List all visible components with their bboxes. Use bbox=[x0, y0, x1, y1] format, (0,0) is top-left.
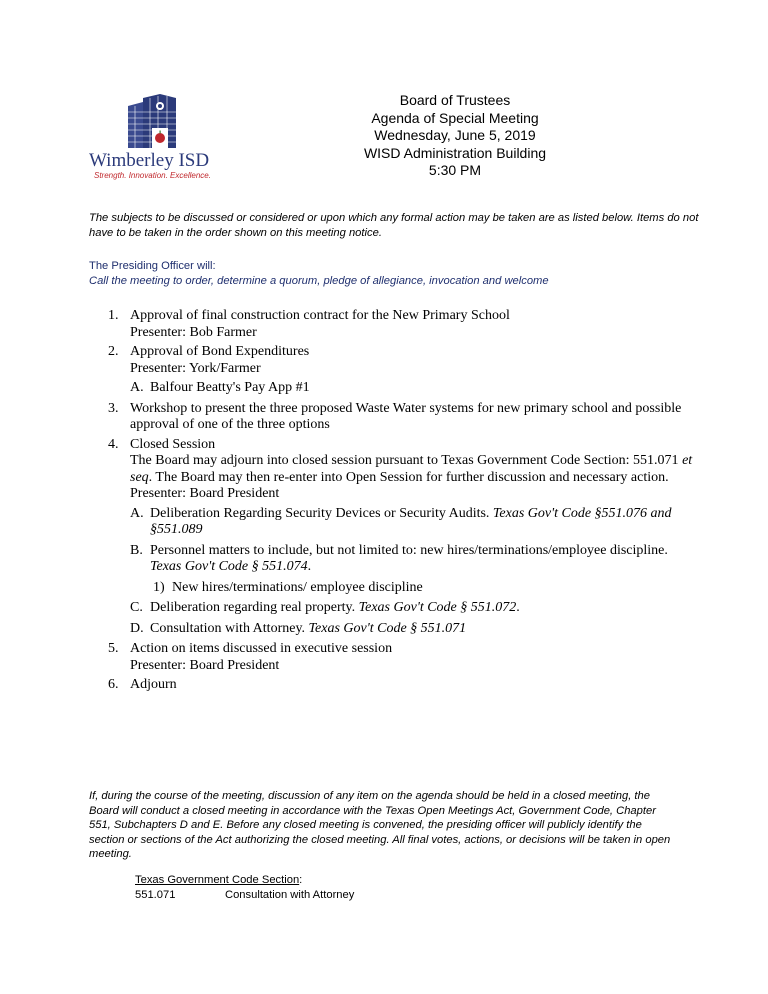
item-number: 1. bbox=[108, 308, 119, 323]
sub-citation: Texas Gov't Code § 551.072 bbox=[358, 600, 517, 615]
heading-colon: : bbox=[299, 874, 303, 886]
item-presenter: Presenter: Board President bbox=[130, 486, 280, 501]
agenda-item-4d bbox=[130, 621, 698, 638]
header-location: WISD Administration Building bbox=[363, 144, 547, 161]
sub-letter: B. bbox=[130, 542, 143, 558]
agenda-item-4c bbox=[130, 600, 698, 617]
sub-period: . bbox=[516, 600, 520, 615]
item-number: 5. bbox=[108, 641, 119, 656]
sub-text: Balfour Beatty's Pay App #1 bbox=[150, 380, 310, 395]
item-number: 4. bbox=[108, 436, 119, 452]
presiding-duties: Call the meeting to order, determine a quorum, pledge of allegiance, invocation and welcome bbox=[89, 274, 549, 287]
item-number: 6. bbox=[108, 677, 119, 692]
item-title: Approval of final construction contract for the New Primary School bbox=[130, 308, 510, 323]
school-building-icon bbox=[128, 94, 176, 148]
subsub-number: 1) bbox=[153, 579, 165, 595]
agenda-item-2a bbox=[130, 380, 698, 397]
sub-letter: C. bbox=[130, 600, 143, 615]
sub-text: Consultation with Attorney. bbox=[150, 620, 309, 636]
closed-meeting-notice: If, during the course of the meeting, discussion of any item on the agenda should be held in a closed meeting, the Board will conduct a closed meeting in accordance with the Texas Open Meetings Act, Government Code, Chapter 551, Subchapters D and E. Before any closed meeting is convened, the presiding officer will publicly identify the section or sections of the Act authorizing the closed meeting. All final votes, actions, or decisions will be taken in open meeting. bbox=[89, 790, 671, 861]
presiding-label: The Presiding Officer will: bbox=[89, 260, 216, 272]
body-italic: et seq bbox=[130, 453, 693, 485]
item-presenter: Presenter: Bob Farmer bbox=[130, 324, 257, 340]
logo-wordmark: Wimberley ISD bbox=[89, 150, 210, 171]
header-date: Wednesday, June 5, 2019 bbox=[374, 127, 536, 143]
item-number: 2. bbox=[108, 344, 119, 359]
sub-letter: A. bbox=[130, 505, 144, 521]
agenda-item-4b1 bbox=[153, 580, 698, 597]
agenda-item-4b bbox=[130, 543, 698, 576]
sub-citation: Texas Gov't Code § 551.071 bbox=[308, 620, 467, 636]
agenda-item-2 bbox=[108, 344, 698, 377]
agenda-list bbox=[108, 308, 698, 697]
item-title: Approval of Bond Expenditures bbox=[130, 344, 310, 359]
meeting-header bbox=[350, 92, 560, 180]
sub-citation: Texas Gov't Code §551.076 and §551.089 bbox=[150, 505, 672, 537]
body-text-2: . The Board may then re-enter into Open Session for further discussion and necessary action. bbox=[148, 469, 669, 485]
agenda-item-4a bbox=[130, 506, 698, 539]
item-presenter: Presenter: Board President bbox=[130, 657, 280, 673]
sub-citation: Texas Gov't Code § 551.074 bbox=[150, 559, 308, 574]
agenda-item-3 bbox=[108, 401, 698, 434]
code-section-table bbox=[135, 873, 354, 902]
item-title: Action on items discussed in executive session bbox=[130, 641, 393, 656]
logo-tagline: Strength. Innovation. Excellence. bbox=[94, 171, 211, 180]
sub-text: Deliberation regarding real property. bbox=[150, 600, 359, 615]
header-agenda-title: Agenda of Special Meeting bbox=[371, 109, 539, 126]
heading-text: Texas Government Code Section bbox=[135, 874, 300, 886]
agenda-item-5 bbox=[108, 641, 698, 674]
sub-letter: A. bbox=[130, 380, 144, 395]
subsub-text: New hires/terminations/ employee discipline bbox=[172, 579, 423, 595]
code-number: 551.071 bbox=[135, 888, 176, 901]
code-row bbox=[135, 888, 354, 903]
code-description: Consultation with Attorney bbox=[225, 888, 355, 901]
item-title: Adjourn bbox=[130, 677, 177, 692]
code-section-heading bbox=[135, 873, 354, 888]
sub-period: . bbox=[307, 559, 312, 574]
agenda-item-1 bbox=[108, 308, 698, 341]
sub-text: Personnel matters to include, but not limited to: new hires/terminations/employee discipline. bbox=[150, 542, 668, 558]
item-number: 3. bbox=[108, 400, 119, 416]
item-body bbox=[130, 453, 698, 486]
header-board: Board of Trustees bbox=[399, 92, 511, 108]
sub-letter: D. bbox=[130, 620, 144, 636]
sub-text: Deliberation Regarding Security Devices or Security Audits. bbox=[150, 505, 493, 521]
item-title: Closed Session bbox=[130, 436, 216, 452]
item-presenter: Presenter: York/Farmer bbox=[130, 360, 261, 376]
agenda-item-6 bbox=[108, 677, 698, 694]
presiding-officer-block bbox=[89, 259, 709, 288]
agenda-item-4 bbox=[108, 437, 698, 503]
header-time: 5:30 PM bbox=[428, 162, 482, 178]
item-text: Workshop to present the three proposed Waste Water systems for new primary school and possible approval of one of the three options bbox=[130, 400, 682, 432]
body-text: The Board may adjourn into closed session pursuant to Texas Government Code Section: 551.071 bbox=[130, 453, 683, 468]
intro-notice: The subjects to be discussed or considered or upon which any formal action may be taken are as listed below. Items do not have to be taken in the order shown on this meeting notice. bbox=[89, 212, 699, 239]
